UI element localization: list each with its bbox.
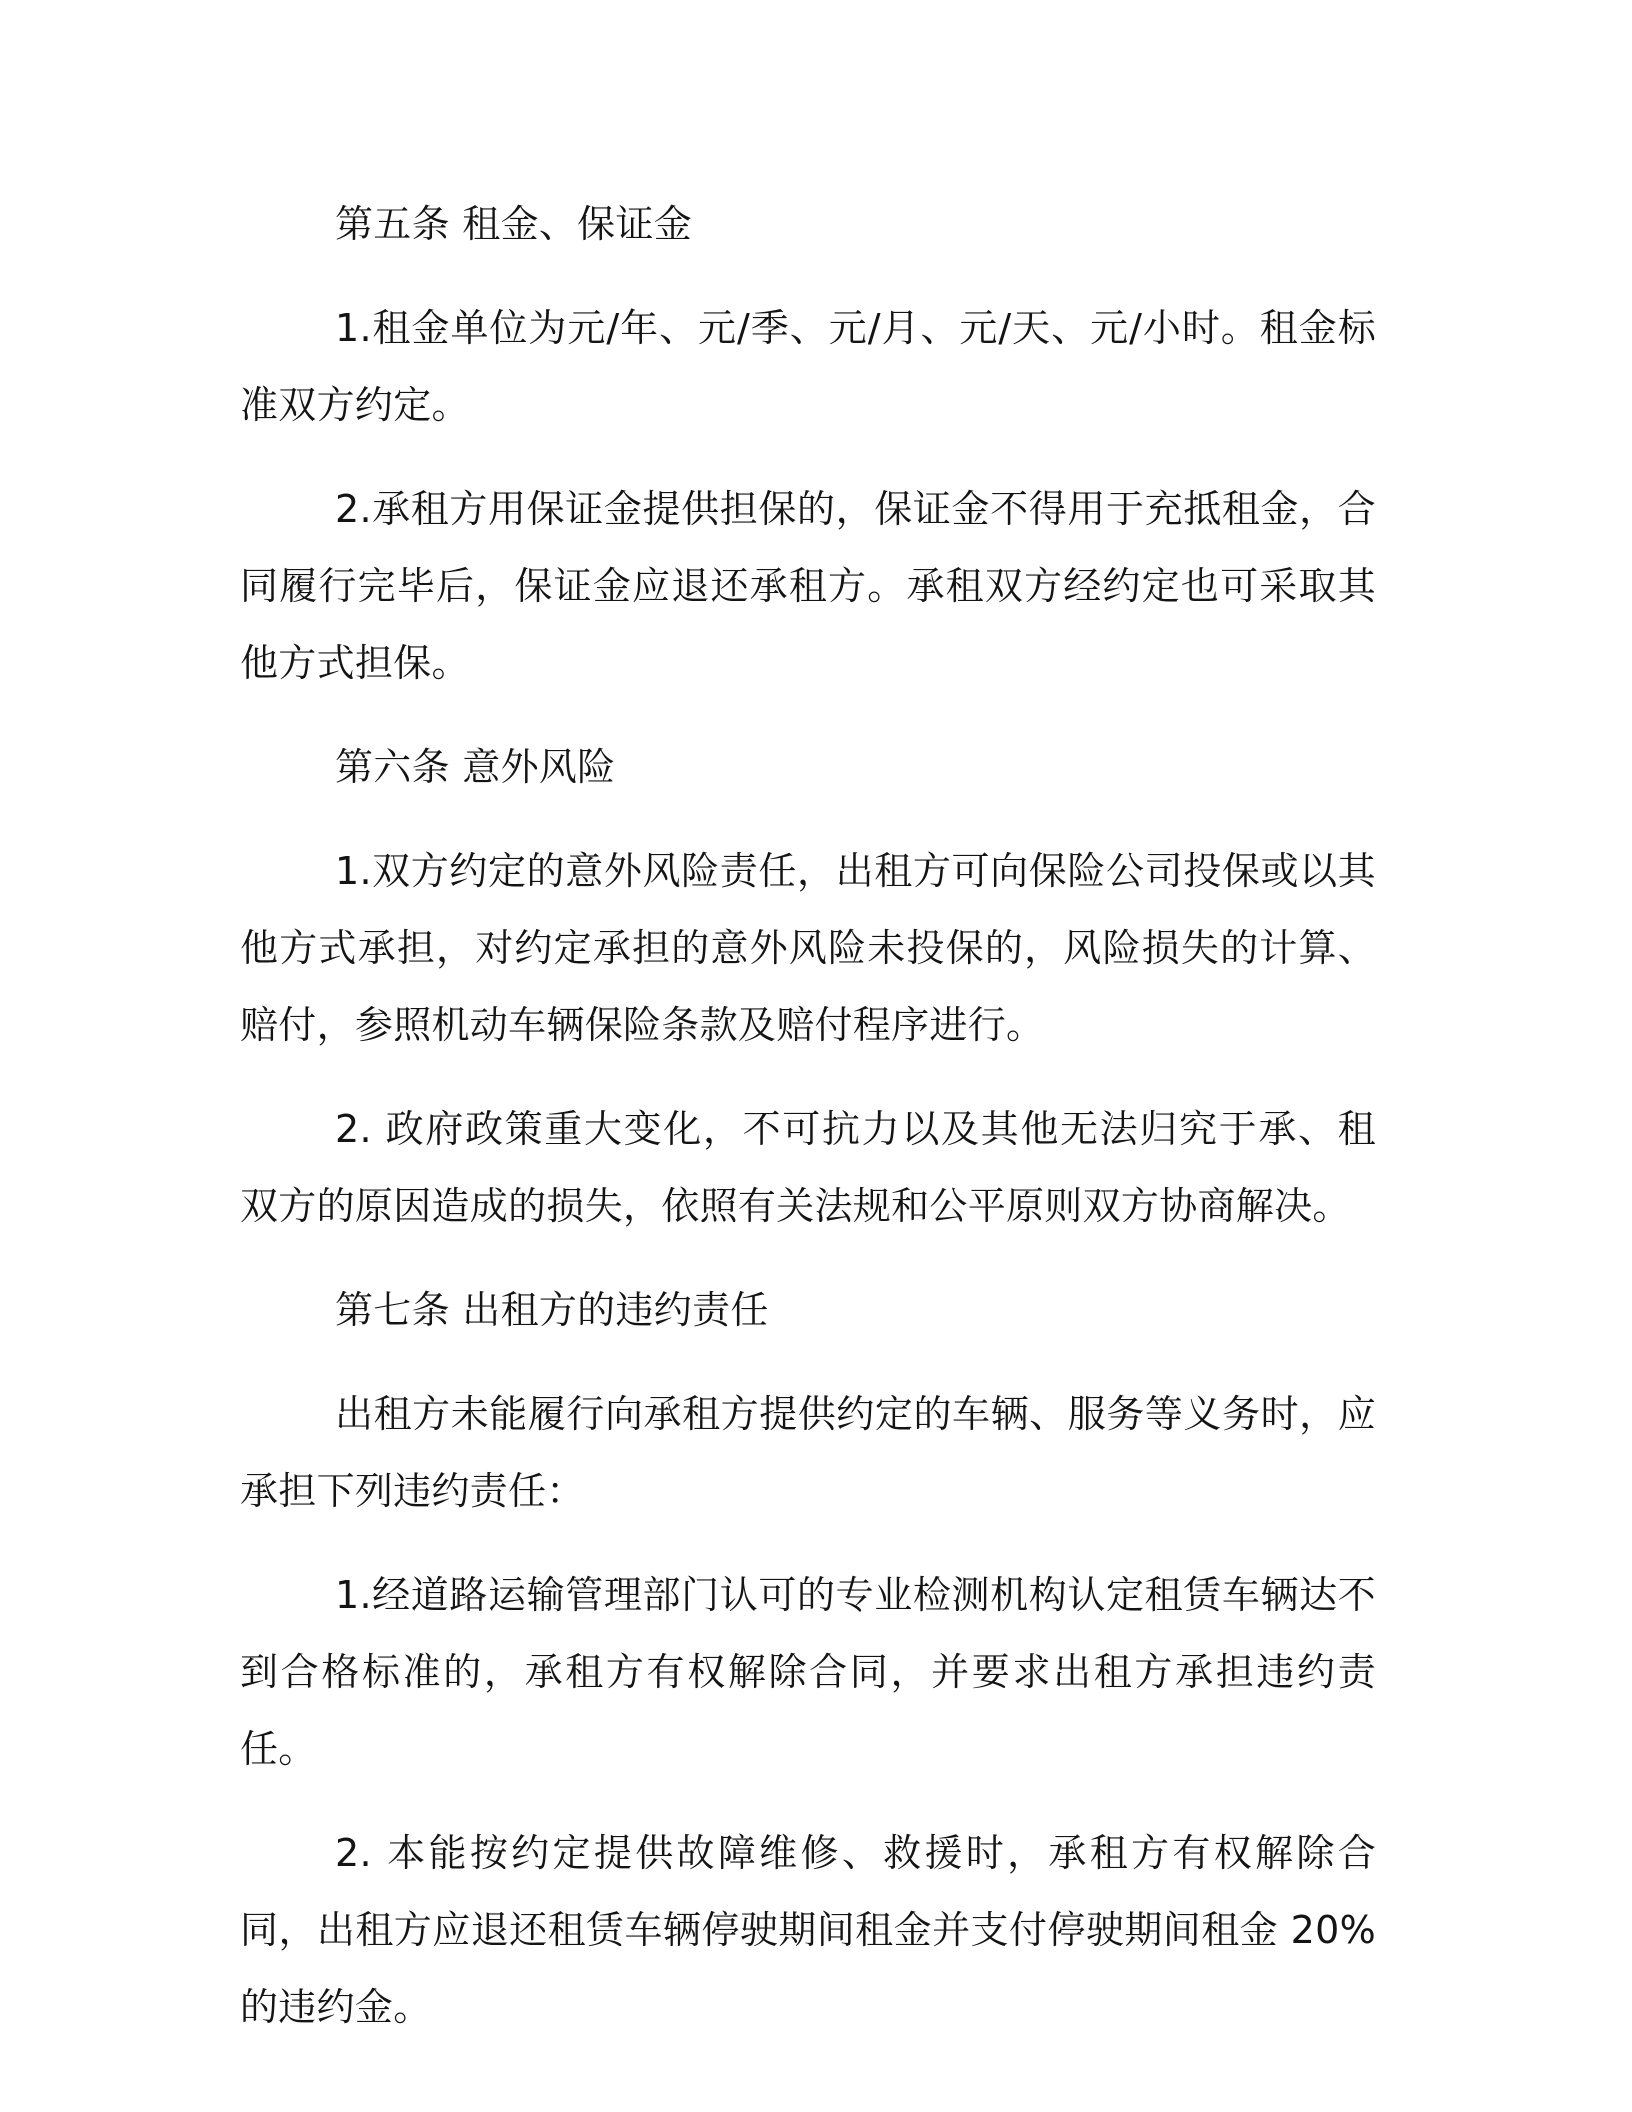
- paragraph-lessor-obligations: 出租方未能履行向承租方提供约定的车辆、服务等义务时，应承担下列违约责任：: [240, 1392, 1376, 1513]
- paragraph-rent-unit: 1.租金单位为元/年、元/季、元/月、元/天、元/小时。租金标准双方约定。: [240, 306, 1376, 427]
- section-heading-article-7: 第七条 出租方的违约责任: [335, 1288, 769, 1332]
- paragraph-accident-risk: 1.双方约定的意外风险责任，出租方可向保险公司投保或以其他方式承担，对约定承担的意外风险未投保的，风险损失的计算、赔付，参照机动车辆保险条款及赔付程序进行。: [240, 849, 1376, 1047]
- section-heading-article-5: 第五条 租金、保证金: [335, 202, 693, 246]
- document-body: [240, 186, 1376, 2073]
- paragraph-policy-change: 2. 政府政策重大变化，不可抗力以及其他无法归究于承、租双方的原因造成的损失，依照有关法规和公平原则双方协商解决。: [240, 1107, 1376, 1228]
- section-heading-article-6: 第六条 意外风险: [335, 745, 616, 789]
- paragraph-repair-rescue: 2. 本能按约定提供故障维修、救援时，承租方有权解除合同，出租方应退还租赁车辆停驶期间租金并支付停驶期间租金 20%的违约金。: [240, 1831, 1376, 2029]
- paragraph-deposit: 2.承租方用保证金提供担保的，保证金不得用于充抵租金，合同履行完毕后，保证金应退还承租方。承租双方经约定也可采取其他方式担保。: [240, 487, 1376, 685]
- paragraph-inspection-standard: 1.经道路运输管理部门认可的专业检测机构认定租赁车辆达不到合格标准的，承租方有权解除合同，并要求出租方承担违约责任。: [240, 1573, 1376, 1771]
